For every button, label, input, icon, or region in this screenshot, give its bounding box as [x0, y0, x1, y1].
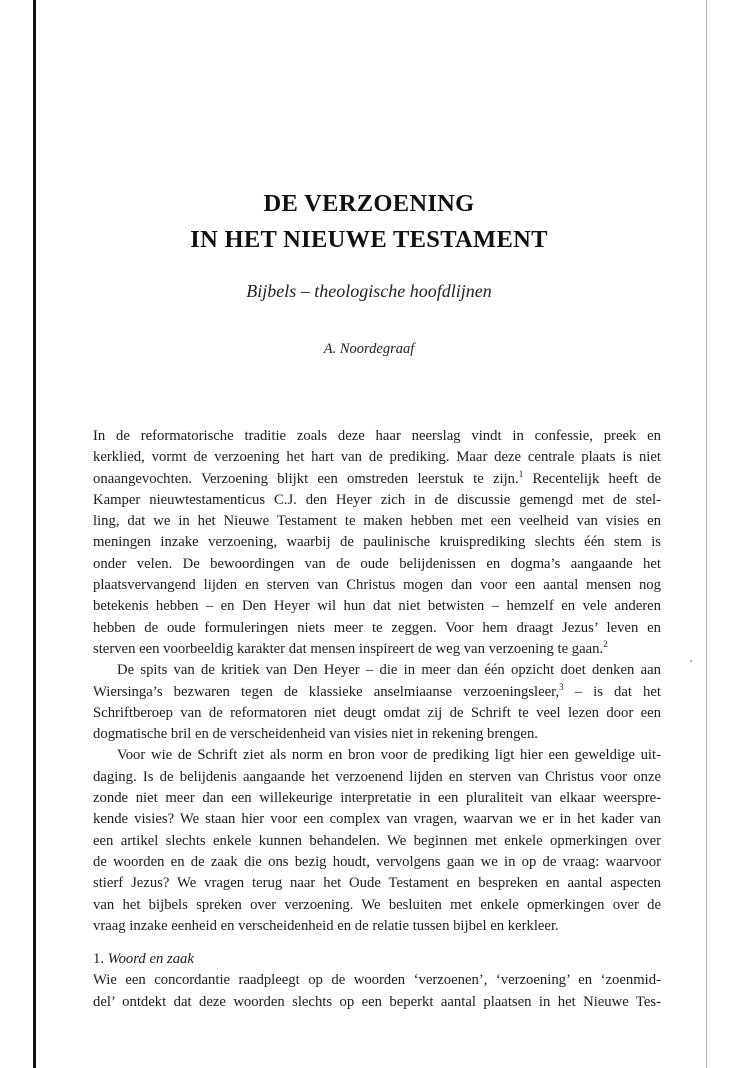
article-title-line-2: IN HET NIEUWE TESTAMENT	[190, 226, 548, 253]
text-line: zonde niet meer dan een willekeurige interpretatie in een pluraliteit van elkaar weerspre-	[93, 790, 661, 807]
text-line: Kamper nieuwtestamenticus C.J. den Heyer zich in de discussie gemengd met de stel-	[93, 491, 661, 508]
text-segment: – is dat het	[574, 683, 661, 700]
footnote-marker-3[interactable]: 3	[559, 681, 564, 692]
article-body	[93, 426, 661, 1013]
section-number: 1.	[93, 951, 105, 968]
text-line: vraag inzake eenheid en verscheidenheid en de relatie tussen bijbel en kerkleer.	[93, 917, 559, 934]
paragraph-1	[93, 426, 661, 660]
page-gutter-right-rule	[706, 0, 707, 1068]
text-segment: Recentelijk heeft de	[532, 470, 661, 487]
text-line: hebben de oude formuleringen niets meer te zeggen. Voor hem draagt Jezus’ leven en	[93, 619, 661, 636]
paragraph-3	[93, 745, 661, 937]
text-line: ling, dat we in het Nieuwe Testament te maken hebben met een veelheid van visies en	[93, 513, 661, 530]
text-line: In de reformatorische traditie zoals deze haar neerslag vindt in confessie, preek en	[93, 428, 661, 444]
text-line: kerklied, vormt de verzoening het hart van de prediking. Maar deze centrale plaats is niet	[93, 449, 661, 466]
scan-speck	[690, 660, 692, 662]
text-line: van het bijbels spreken over verzoening. We besluiten met enkele opmerkingen over de	[93, 896, 661, 913]
text-line	[93, 639, 661, 660]
text-segment: onaangevochten. Verzoening blijkt een omstreden leerstuk te zijn.	[93, 470, 519, 487]
paragraph-2	[93, 660, 661, 745]
text-line: Wie een concordantie raadpleegt op de woorden ‘verzoenen’, ‘verzoening’ en ‘zoenmid-	[93, 972, 661, 989]
article-title-line-1: DE VERZOENING	[263, 190, 475, 217]
text-line: daging. Is de belijdenis aangaande het verzoenend lijden en sterven van Christus voor onze	[93, 768, 661, 785]
text-line	[93, 469, 661, 490]
text-line: Voor wie de Schrift ziet als norm en bron voor de prediking ligt hier een geweldige uit-	[117, 747, 661, 764]
article-author: A. Noordegraaf	[323, 341, 415, 357]
section-spacer	[93, 937, 661, 949]
text-line: de woorden en de zaak die ons bezig houdt, vervolgens gaan we in op de vraag: waarvoor	[93, 853, 661, 870]
text-line	[93, 682, 661, 703]
article-subtitle: Bijbels – theologische hoofdlijnen	[246, 281, 492, 301]
text-segment: sterven een voorbeeldig karakter dat mensen inspireert de weg van verzoening te gaan.	[93, 640, 604, 657]
text-line: del’ ontdekt dat deze woorden slechts op een beperkt aantal plaatsen in het Nieuwe Tes-	[93, 993, 661, 1010]
section-title: Woord en zaak	[107, 951, 194, 968]
text-line: De spits van de kritiek van Den Heyer – die in meer dan één opzicht doet denken aan	[117, 662, 661, 679]
text-line: betekenis hebben – en Den Heyer wil hun dat niet betwisten – hemzelf en vele anderen	[93, 598, 661, 615]
text-line: plaatsvervangend lijden en sterven van Christus mogen dan voor een aantal mensen nog	[93, 577, 661, 594]
text-line: meningen inzake verzoening, waarbij de paulinische kruisprediking slechts één stem is	[93, 534, 661, 551]
text-segment: Wiersinga’s bezwaren tegen de klassieke anselmiaanse verzoeningsleer,	[93, 683, 560, 700]
text-line: dogmatische bril en de verscheidenheid van visies niet in rekening brengen.	[93, 726, 538, 743]
section-heading	[93, 949, 661, 970]
section-1	[93, 949, 661, 1013]
page-gutter-left-rule	[33, 0, 36, 1068]
text-line: stierf Jezus? We vragen terug naar het Oude Testament en bespreken en aantal aspecten	[93, 875, 661, 892]
text-line: kende visies? We staan hier voor een complex van vragen, waarvan we er in het kader van	[93, 811, 661, 828]
footnote-marker-1[interactable]: 1	[518, 468, 524, 479]
text-line: een artikel slechts enkele kunnen behandelen. We beginnen met enkele opmerkingen over	[93, 832, 661, 849]
text-line: onder velen. De bewoordingen van de oude belijdenissen en dogma’s aangaande het	[93, 555, 661, 572]
text-line: Schriftberoep van de reformatoren niet deugt omdat zij de Schrift te veel lezen door een	[93, 704, 661, 721]
footnote-marker-2[interactable]: 2	[603, 638, 608, 649]
